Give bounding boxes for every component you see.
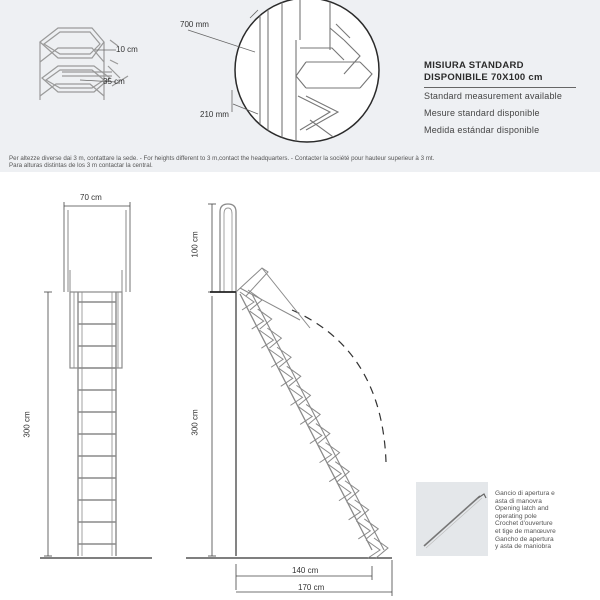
standard-size-title (424, 60, 543, 84)
latch-line: asta di manovra (495, 497, 542, 505)
standard-title-line2: DISPONIBILE 70X100 cm (424, 72, 543, 83)
latch-line: Opening latch and (495, 505, 549, 513)
front-height-label: 300 cm (22, 411, 32, 438)
front-view-ladder (40, 202, 152, 558)
side-rail-label: 100 cm (190, 231, 200, 258)
reach-140-label: 140 cm (292, 566, 319, 575)
depth-210-label: 210 mm (200, 110, 229, 119)
top-dimension-lines (80, 10, 258, 114)
total-170-label: 170 cm (298, 583, 325, 592)
side-step (308, 424, 330, 444)
side-step (356, 519, 378, 539)
latch-line: Gancio di apertura e (495, 490, 555, 497)
detail-circle (235, 0, 379, 142)
latch-line: Crochet d'ouverture (495, 520, 553, 528)
side-step (337, 481, 359, 501)
side-view-ladder (186, 204, 392, 596)
latch-pole-illustration (416, 482, 488, 556)
standard-line-fr: Mesure standard disponible (424, 108, 540, 118)
standard-line-es: Medida estándar disponible (424, 125, 540, 135)
standard-line-en: Standard measurement available (424, 91, 563, 101)
gap-35-label: 35 cm (103, 77, 125, 86)
height-note-line2: Para alturas distintas de los 3 m contactar la central. (9, 162, 153, 169)
latch-line: et tige de manœuvre (495, 527, 556, 535)
side-step (327, 462, 349, 482)
side-step (347, 500, 369, 520)
latch-line: operating pole (495, 512, 537, 520)
side-step (318, 443, 340, 463)
height-note-line1: Per altezze diverse dai 3 m, contattare la sede. - For heights different to 3 m,contact the headquarters. - Contacter la société pour hauteur superieur à 3 mt. (9, 155, 435, 162)
standard-title-line1: MISIURA STANDARD (424, 60, 524, 71)
latch-line: y asta de maniobra (495, 543, 552, 551)
front-width-label: 70 cm (80, 193, 102, 202)
title-divider (424, 87, 576, 88)
latch-line: Gancho de apertura (495, 535, 554, 543)
gap-10-label: 10 cm (116, 45, 138, 54)
depth-700-label: 700 mm (180, 20, 209, 29)
side-step (366, 538, 388, 558)
folded-ladder-sketch (40, 28, 128, 100)
side-height-label: 300 cm (190, 409, 200, 436)
latch-description (495, 490, 556, 551)
